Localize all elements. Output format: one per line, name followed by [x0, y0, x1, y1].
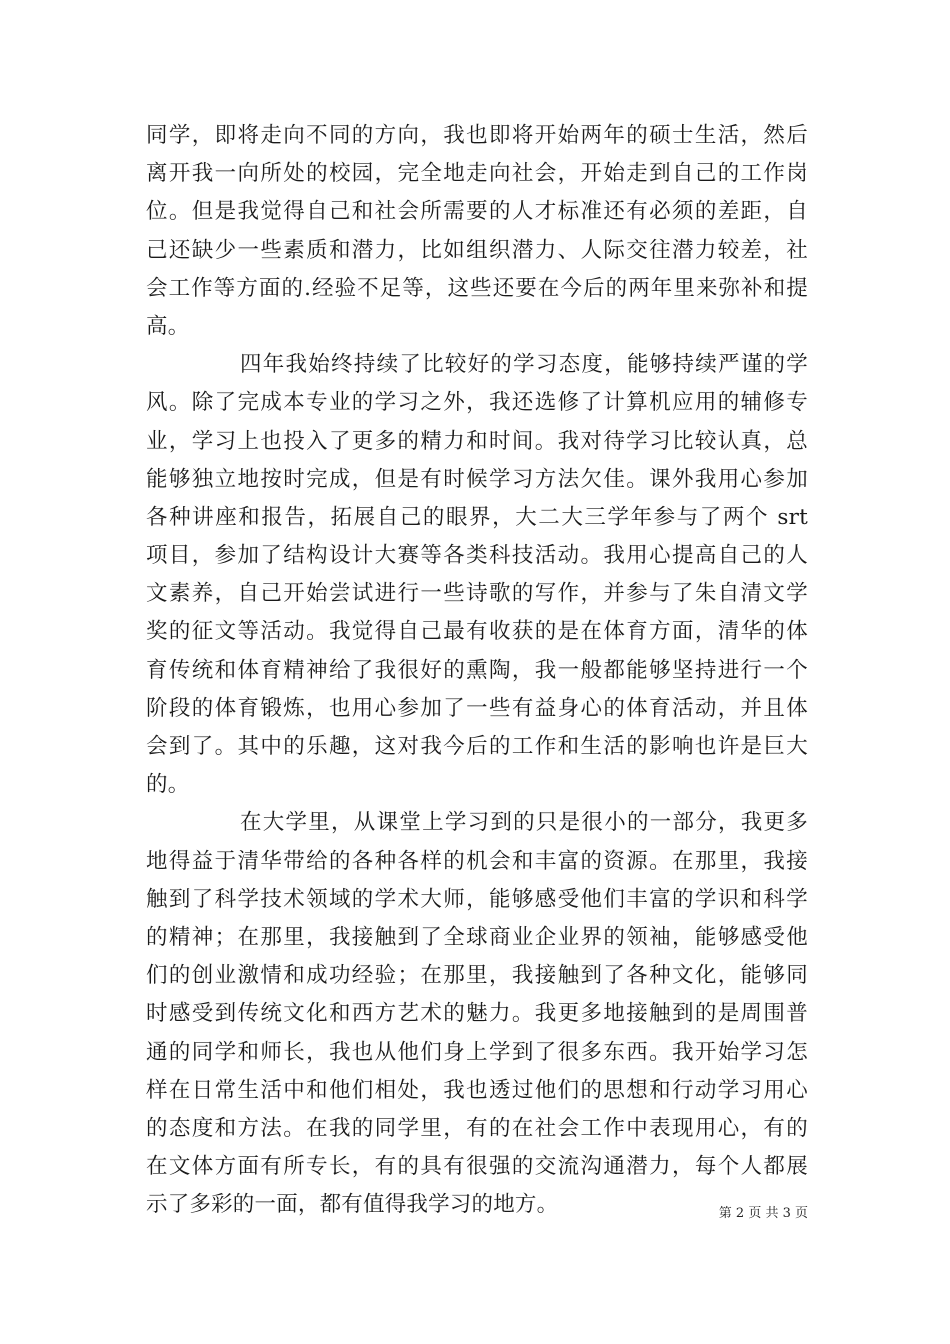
- text-line: 各种讲座和报告，拓展自己的眼界，大二大三学年参与了两个 srt: [146, 504, 808, 530]
- text-line: 的态度和方法。在我的同学里，有的在社会工作中表现用心，有的: [146, 1115, 808, 1141]
- text-line: 的精神；在那里，我接触到了全球商业企业界的领袖，能够感受他: [146, 924, 808, 950]
- text-line: 能够独立地按时完成，但是有时候学习方法欠佳。课外我用心参加: [146, 466, 808, 492]
- text-line: 离开我一向所处的校园，完全地走向社会，开始走到自己的工作岗: [146, 161, 808, 187]
- text-line: 通的同学和师长，我也从他们身上学到了很多东西。我开始学习怎: [146, 1039, 808, 1065]
- text-line: 项目，参加了结构设计大赛等各类科技活动。我用心提高自己的人: [146, 543, 808, 569]
- text-line: 会工作等方面的.经验不足等，这些还要在今后的两年里来弥补和提: [146, 275, 808, 301]
- text-line: 同学，即将走向不同的方向，我也即将开始两年的硕士生活，然后: [146, 123, 808, 148]
- paragraph: [146, 346, 808, 804]
- text-line: 地得益于清华带给的各种各样的机会和丰富的资源。在那里，我接: [146, 848, 808, 874]
- page-number-footer: 第 2 页 共 3 页: [718, 1206, 808, 1221]
- text-line: 阶段的体育锻炼，也用心参加了一些有益身心的体育活动，并且体: [146, 695, 808, 721]
- text-line: 育传统和体育精神给了我很好的熏陶，我一般都能够坚持进行一个: [146, 657, 808, 683]
- text-line: 样在日常生活中和他们相处，我也透过他们的思想和行动学习用心: [146, 1077, 808, 1103]
- text-line: 奖的征文等活动。我觉得自己最有收获的是在体育方面，清华的体: [146, 619, 808, 645]
- text-line: 的。: [146, 772, 190, 798]
- text-line: 在文体方面有所专长，有的具有很强的交流沟通潜力，每个人都展: [146, 1154, 808, 1180]
- paragraph: [146, 117, 808, 346]
- text-line: 时感受到传统文化和西方艺术的魅力。我更多地接触到的是周围普: [146, 1001, 808, 1027]
- document-body: [146, 117, 808, 1224]
- text-line: 示了多彩的一面，都有值得我学习的地方。: [146, 1192, 559, 1218]
- text-line: 高。: [146, 313, 190, 339]
- text-line: 在大学里，从课堂上学习到的只是很小的一部分，我更多: [240, 810, 808, 836]
- text-line: 位。但是我觉得自己和社会所需要的人才标准还有必须的差距，自: [146, 199, 808, 225]
- text-line: 业，学习上也投入了更多的精力和时间。我对待学习比较认真，总: [146, 428, 808, 454]
- text-line: 四年我始终持续了比较好的学习态度，能够持续严谨的学: [240, 352, 808, 378]
- paragraph: [146, 804, 808, 1224]
- text-line: 风。除了完成本专业的学习之外，我还选修了计算机应用的辅修专: [146, 390, 808, 416]
- text-line: 会到了。其中的乐趣，这对我今后的工作和生活的影响也许是巨大: [146, 734, 808, 759]
- text-line: 己还缺少一些素质和潜力，比如组织潜力、人际交往潜力较差，社: [146, 237, 808, 263]
- text-line: 们的创业激情和成功经验；在那里，我接触到了各种文化，能够同: [146, 963, 808, 989]
- text-line: 触到了科学技术领域的学术大师，能够感受他们丰富的学识和科学: [146, 886, 808, 912]
- text-line: 文素养，自己开始尝试进行一些诗歌的写作，并参与了朱自清文学: [146, 581, 808, 607]
